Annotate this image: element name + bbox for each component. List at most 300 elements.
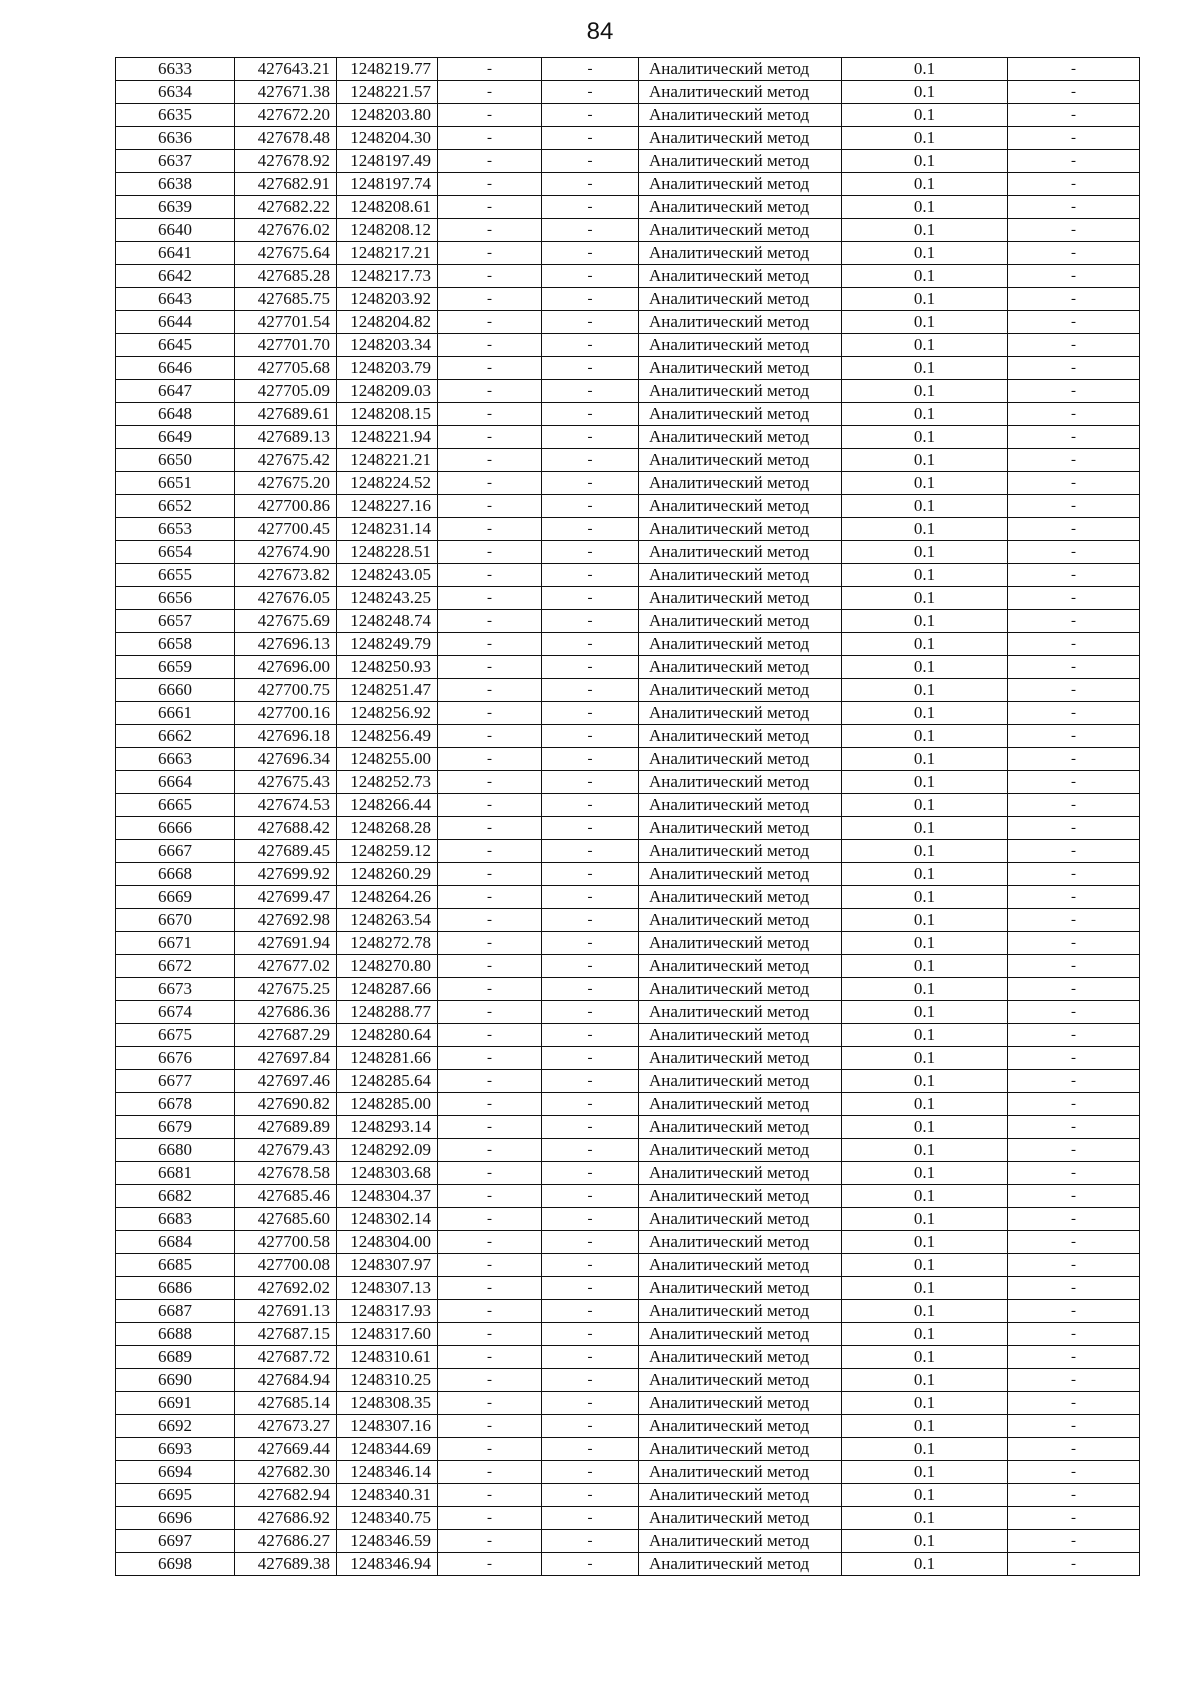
empty-dash-cell: - [438,58,542,81]
empty-dash-cell: - [1008,1162,1140,1185]
table-row [116,1415,1140,1438]
table-row [116,633,1140,656]
table-row [116,1346,1140,1369]
x-coordinate-cell: 427689.45 [235,840,337,863]
empty-dash-cell: - [438,1001,542,1024]
method-cell: Аналитический метод [639,1277,842,1300]
y-coordinate-cell: 1248228.51 [337,541,438,564]
empty-dash-cell: - [438,1323,542,1346]
empty-dash-cell: - [438,1231,542,1254]
accuracy-cell: 0.1 [842,702,1008,725]
accuracy-cell: 0.1 [842,1070,1008,1093]
accuracy-cell: 0.1 [842,1369,1008,1392]
empty-dash-cell: - [542,1254,639,1277]
y-coordinate-cell: 1248340.75 [337,1507,438,1530]
y-coordinate-cell: 1248249.79 [337,633,438,656]
x-coordinate-cell: 427677.02 [235,955,337,978]
point-number-cell: 6633 [116,58,235,81]
point-number-cell: 6675 [116,1024,235,1047]
accuracy-cell: 0.1 [842,1024,1008,1047]
point-number-cell: 6637 [116,150,235,173]
accuracy-cell: 0.1 [842,173,1008,196]
empty-dash-cell: - [542,679,639,702]
empty-dash-cell: - [1008,426,1140,449]
accuracy-cell: 0.1 [842,357,1008,380]
method-cell: Аналитический метод [639,449,842,472]
empty-dash-cell: - [542,1208,639,1231]
empty-dash-cell: - [438,495,542,518]
empty-dash-cell: - [542,1438,639,1461]
empty-dash-cell: - [542,1001,639,1024]
empty-dash-cell: - [1008,932,1140,955]
point-number-cell: 6640 [116,219,235,242]
empty-dash-cell: - [438,725,542,748]
accuracy-cell: 0.1 [842,587,1008,610]
x-coordinate-cell: 427674.53 [235,794,337,817]
accuracy-cell: 0.1 [842,840,1008,863]
x-coordinate-cell: 427685.28 [235,265,337,288]
accuracy-cell: 0.1 [842,288,1008,311]
empty-dash-cell: - [438,1507,542,1530]
empty-dash-cell: - [1008,1346,1140,1369]
empty-dash-cell: - [438,219,542,242]
empty-dash-cell: - [542,449,639,472]
method-cell: Аналитический метод [639,403,842,426]
empty-dash-cell: - [438,656,542,679]
method-cell: Аналитический метод [639,219,842,242]
table-row [116,150,1140,173]
table-row [116,1392,1140,1415]
empty-dash-cell: - [438,288,542,311]
accuracy-cell: 0.1 [842,1162,1008,1185]
empty-dash-cell: - [1008,656,1140,679]
x-coordinate-cell: 427696.18 [235,725,337,748]
empty-dash-cell: - [1008,81,1140,104]
table-row [116,702,1140,725]
empty-dash-cell: - [438,932,542,955]
method-cell: Аналитический метод [639,472,842,495]
point-number-cell: 6690 [116,1369,235,1392]
empty-dash-cell: - [1008,1369,1140,1392]
empty-dash-cell: - [438,564,542,587]
point-number-cell: 6662 [116,725,235,748]
y-coordinate-cell: 1248203.92 [337,288,438,311]
y-coordinate-cell: 1248346.94 [337,1553,438,1576]
empty-dash-cell: - [542,1116,639,1139]
x-coordinate-cell: 427675.42 [235,449,337,472]
y-coordinate-cell: 1248251.47 [337,679,438,702]
empty-dash-cell: - [438,633,542,656]
y-coordinate-cell: 1248208.15 [337,403,438,426]
empty-dash-cell: - [542,173,639,196]
x-coordinate-cell: 427690.82 [235,1093,337,1116]
empty-dash-cell: - [438,702,542,725]
x-coordinate-cell: 427673.82 [235,564,337,587]
x-coordinate-cell: 427700.16 [235,702,337,725]
x-coordinate-cell: 427675.43 [235,771,337,794]
empty-dash-cell: - [1008,403,1140,426]
table-row [116,1530,1140,1553]
table-row [116,541,1140,564]
table-row [116,311,1140,334]
empty-dash-cell: - [438,955,542,978]
point-number-cell: 6688 [116,1323,235,1346]
empty-dash-cell: - [1008,587,1140,610]
accuracy-cell: 0.1 [842,1392,1008,1415]
y-coordinate-cell: 1248317.60 [337,1323,438,1346]
accuracy-cell: 0.1 [842,909,1008,932]
table-row [116,449,1140,472]
empty-dash-cell: - [438,1047,542,1070]
empty-dash-cell: - [542,702,639,725]
accuracy-cell: 0.1 [842,495,1008,518]
empty-dash-cell: - [438,909,542,932]
empty-dash-cell: - [438,886,542,909]
method-cell: Аналитический метод [639,1415,842,1438]
accuracy-cell: 0.1 [842,1047,1008,1070]
table-row [116,1162,1140,1185]
method-cell: Аналитический метод [639,426,842,449]
y-coordinate-cell: 1248302.14 [337,1208,438,1231]
point-number-cell: 6648 [116,403,235,426]
method-cell: Аналитический метод [639,564,842,587]
method-cell: Аналитический метод [639,840,842,863]
table-row [116,794,1140,817]
y-coordinate-cell: 1248270.80 [337,955,438,978]
empty-dash-cell: - [438,1392,542,1415]
accuracy-cell: 0.1 [842,817,1008,840]
empty-dash-cell: - [542,564,639,587]
y-coordinate-cell: 1248219.77 [337,58,438,81]
empty-dash-cell: - [542,541,639,564]
method-cell: Аналитический метод [639,656,842,679]
table-row [116,1254,1140,1277]
y-coordinate-cell: 1248197.74 [337,173,438,196]
empty-dash-cell: - [542,817,639,840]
empty-dash-cell: - [438,1024,542,1047]
accuracy-cell: 0.1 [842,932,1008,955]
point-number-cell: 6666 [116,817,235,840]
method-cell: Аналитический метод [639,886,842,909]
method-cell: Аналитический метод [639,265,842,288]
empty-dash-cell: - [542,1530,639,1553]
x-coordinate-cell: 427701.70 [235,334,337,357]
method-cell: Аналитический метод [639,81,842,104]
accuracy-cell: 0.1 [842,265,1008,288]
y-coordinate-cell: 1248268.28 [337,817,438,840]
empty-dash-cell: - [542,472,639,495]
y-coordinate-cell: 1248221.21 [337,449,438,472]
x-coordinate-cell: 427687.72 [235,1346,337,1369]
empty-dash-cell: - [1008,1139,1140,1162]
accuracy-cell: 0.1 [842,1208,1008,1231]
point-number-cell: 6693 [116,1438,235,1461]
method-cell: Аналитический метод [639,1231,842,1254]
point-number-cell: 6659 [116,656,235,679]
table-row [116,219,1140,242]
empty-dash-cell: - [438,840,542,863]
point-number-cell: 6689 [116,1346,235,1369]
empty-dash-cell: - [542,1185,639,1208]
x-coordinate-cell: 427686.92 [235,1507,337,1530]
method-cell: Аналитический метод [639,196,842,219]
empty-dash-cell: - [438,978,542,1001]
accuracy-cell: 0.1 [842,1001,1008,1024]
empty-dash-cell: - [542,265,639,288]
point-number-cell: 6691 [116,1392,235,1415]
x-coordinate-cell: 427691.94 [235,932,337,955]
empty-dash-cell: - [542,495,639,518]
empty-dash-cell: - [1008,1208,1140,1231]
point-number-cell: 6638 [116,173,235,196]
accuracy-cell: 0.1 [842,1415,1008,1438]
empty-dash-cell: - [1008,817,1140,840]
x-coordinate-cell: 427671.38 [235,81,337,104]
y-coordinate-cell: 1248252.73 [337,771,438,794]
empty-dash-cell: - [1008,518,1140,541]
x-coordinate-cell: 427672.20 [235,104,337,127]
y-coordinate-cell: 1248217.21 [337,242,438,265]
y-coordinate-cell: 1248208.12 [337,219,438,242]
accuracy-cell: 0.1 [842,1553,1008,1576]
empty-dash-cell: - [438,1346,542,1369]
empty-dash-cell: - [542,426,639,449]
empty-dash-cell: - [542,1484,639,1507]
empty-dash-cell: - [1008,449,1140,472]
empty-dash-cell: - [542,311,639,334]
empty-dash-cell: - [1008,380,1140,403]
accuracy-cell: 0.1 [842,541,1008,564]
empty-dash-cell: - [542,1231,639,1254]
empty-dash-cell: - [438,127,542,150]
method-cell: Аналитический метод [639,1254,842,1277]
table-row [116,1323,1140,1346]
accuracy-cell: 0.1 [842,449,1008,472]
x-coordinate-cell: 427675.69 [235,610,337,633]
method-cell: Аналитический метод [639,794,842,817]
accuracy-cell: 0.1 [842,242,1008,265]
method-cell: Аналитический метод [639,1369,842,1392]
empty-dash-cell: - [1008,311,1140,334]
method-cell: Аналитический метод [639,725,842,748]
empty-dash-cell: - [542,81,639,104]
empty-dash-cell: - [1008,472,1140,495]
accuracy-cell: 0.1 [842,380,1008,403]
empty-dash-cell: - [542,1162,639,1185]
table-row [116,978,1140,1001]
empty-dash-cell: - [1008,1392,1140,1415]
x-coordinate-cell: 427696.13 [235,633,337,656]
accuracy-cell: 0.1 [842,1484,1008,1507]
empty-dash-cell: - [1008,1116,1140,1139]
empty-dash-cell: - [1008,679,1140,702]
method-cell: Аналитический метод [639,863,842,886]
empty-dash-cell: - [542,104,639,127]
y-coordinate-cell: 1248293.14 [337,1116,438,1139]
x-coordinate-cell: 427676.05 [235,587,337,610]
page-number: 84 [586,18,614,45]
accuracy-cell: 0.1 [842,955,1008,978]
accuracy-cell: 0.1 [842,679,1008,702]
point-number-cell: 6685 [116,1254,235,1277]
table-row [116,1070,1140,1093]
table-row [116,610,1140,633]
y-coordinate-cell: 1248264.26 [337,886,438,909]
empty-dash-cell: - [438,196,542,219]
y-coordinate-cell: 1248224.52 [337,472,438,495]
accuracy-cell: 0.1 [842,564,1008,587]
accuracy-cell: 0.1 [842,104,1008,127]
method-cell: Аналитический метод [639,1346,842,1369]
method-cell: Аналитический метод [639,932,842,955]
empty-dash-cell: - [1008,127,1140,150]
empty-dash-cell: - [542,1346,639,1369]
method-cell: Аналитический метод [639,1185,842,1208]
accuracy-cell: 0.1 [842,610,1008,633]
method-cell: Аналитический метод [639,679,842,702]
empty-dash-cell: - [438,449,542,472]
accuracy-cell: 0.1 [842,219,1008,242]
x-coordinate-cell: 427688.42 [235,817,337,840]
point-number-cell: 6669 [116,886,235,909]
table-row [116,288,1140,311]
x-coordinate-cell: 427679.43 [235,1139,337,1162]
y-coordinate-cell: 1248288.77 [337,1001,438,1024]
empty-dash-cell: - [438,242,542,265]
method-cell: Аналитический метод [639,311,842,334]
y-coordinate-cell: 1248280.64 [337,1024,438,1047]
table-row [116,1461,1140,1484]
table-row [116,380,1140,403]
x-coordinate-cell: 427686.36 [235,1001,337,1024]
empty-dash-cell: - [1008,150,1140,173]
table-row [116,334,1140,357]
empty-dash-cell: - [1008,955,1140,978]
method-cell: Аналитический метод [639,1461,842,1484]
method-cell: Аналитический метод [639,495,842,518]
x-coordinate-cell: 427687.29 [235,1024,337,1047]
accuracy-cell: 0.1 [842,748,1008,771]
point-number-cell: 6644 [116,311,235,334]
x-coordinate-cell: 427669.44 [235,1438,337,1461]
x-coordinate-cell: 427678.48 [235,127,337,150]
x-coordinate-cell: 427692.98 [235,909,337,932]
table-row [116,1231,1140,1254]
y-coordinate-cell: 1248243.05 [337,564,438,587]
method-cell: Аналитический метод [639,1438,842,1461]
x-coordinate-cell: 427687.15 [235,1323,337,1346]
empty-dash-cell: - [542,587,639,610]
empty-dash-cell: - [542,1024,639,1047]
empty-dash-cell: - [542,978,639,1001]
empty-dash-cell: - [542,656,639,679]
point-number-cell: 6678 [116,1093,235,1116]
table-row [116,564,1140,587]
empty-dash-cell: - [542,150,639,173]
method-cell: Аналитический метод [639,1300,842,1323]
empty-dash-cell: - [438,472,542,495]
accuracy-cell: 0.1 [842,1346,1008,1369]
table-row [116,58,1140,81]
table-row [116,771,1140,794]
method-cell: Аналитический метод [639,380,842,403]
point-number-cell: 6650 [116,449,235,472]
accuracy-cell: 0.1 [842,518,1008,541]
table-row [116,1369,1140,1392]
accuracy-cell: 0.1 [842,771,1008,794]
x-coordinate-cell: 427676.02 [235,219,337,242]
point-number-cell: 6687 [116,1300,235,1323]
empty-dash-cell: - [542,909,639,932]
point-number-cell: 6652 [116,495,235,518]
method-cell: Аналитический метод [639,1070,842,1093]
x-coordinate-cell: 427682.94 [235,1484,337,1507]
empty-dash-cell: - [438,1415,542,1438]
empty-dash-cell: - [438,173,542,196]
method-cell: Аналитический метод [639,173,842,196]
method-cell: Аналитический метод [639,518,842,541]
method-cell: Аналитический метод [639,1484,842,1507]
method-cell: Аналитический метод [639,1162,842,1185]
point-number-cell: 6663 [116,748,235,771]
method-cell: Аналитический метод [639,1116,842,1139]
y-coordinate-cell: 1248221.57 [337,81,438,104]
accuracy-cell: 0.1 [842,1139,1008,1162]
empty-dash-cell: - [1008,1024,1140,1047]
table-row [116,357,1140,380]
table-row [116,886,1140,909]
x-coordinate-cell: 427700.08 [235,1254,337,1277]
method-cell: Аналитический метод [639,817,842,840]
empty-dash-cell: - [438,863,542,886]
table-row [116,656,1140,679]
empty-dash-cell: - [1008,541,1140,564]
method-cell: Аналитический метод [639,334,842,357]
empty-dash-cell: - [438,81,542,104]
x-coordinate-cell: 427696.34 [235,748,337,771]
method-cell: Аналитический метод [639,1001,842,1024]
empty-dash-cell: - [542,1093,639,1116]
table-row [116,1116,1140,1139]
method-cell: Аналитический метод [639,909,842,932]
table-row [116,1093,1140,1116]
empty-dash-cell: - [542,1277,639,1300]
empty-dash-cell: - [1008,564,1140,587]
y-coordinate-cell: 1248310.25 [337,1369,438,1392]
table-row [116,426,1140,449]
method-cell: Аналитический метод [639,702,842,725]
point-number-cell: 6643 [116,288,235,311]
empty-dash-cell: - [1008,1185,1140,1208]
method-cell: Аналитический метод [639,58,842,81]
point-number-cell: 6654 [116,541,235,564]
empty-dash-cell: - [1008,1300,1140,1323]
x-coordinate-cell: 427700.86 [235,495,337,518]
empty-dash-cell: - [438,380,542,403]
point-number-cell: 6670 [116,909,235,932]
table-row [116,1185,1140,1208]
table-row [116,1277,1140,1300]
table-row [116,748,1140,771]
empty-dash-cell: - [1008,173,1140,196]
x-coordinate-cell: 427699.47 [235,886,337,909]
y-coordinate-cell: 1248346.59 [337,1530,438,1553]
empty-dash-cell: - [438,1254,542,1277]
empty-dash-cell: - [1008,863,1140,886]
y-coordinate-cell: 1248317.93 [337,1300,438,1323]
method-cell: Аналитический метод [639,357,842,380]
accuracy-cell: 0.1 [842,150,1008,173]
